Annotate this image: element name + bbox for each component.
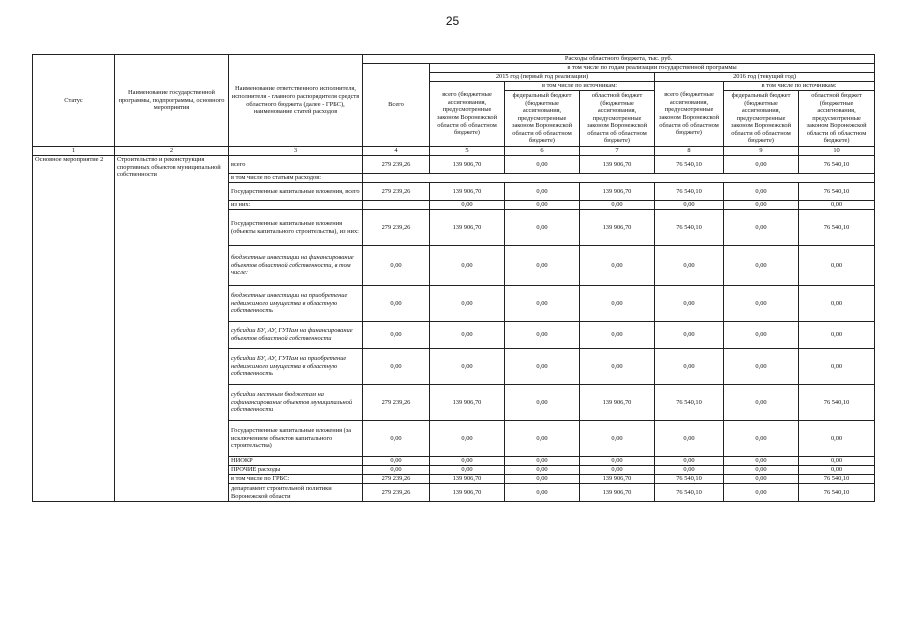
value-cell: 0,00 <box>430 421 505 457</box>
value-cell: 0,00 <box>580 322 655 349</box>
value-cell: 0,00 <box>580 286 655 322</box>
header-program-name: Наименование государственной программы, подпрограммы, основного мероприятия <box>115 55 229 147</box>
value-cell: 0,00 <box>799 349 875 385</box>
value-cell: 139 906,70 <box>430 183 505 201</box>
value-cell: 0,00 <box>655 466 724 475</box>
header-expenses-title: Расходы областного бюджета, тыс. руб. <box>363 55 875 64</box>
col-number: 5 <box>430 147 505 156</box>
value-cell: 139 906,70 <box>430 484 505 502</box>
value-cell: 76 540,10 <box>799 475 875 484</box>
value-cell: 139 906,70 <box>580 156 655 174</box>
value-cell: 0,00 <box>430 322 505 349</box>
value-cell: 76 540,10 <box>655 484 724 502</box>
value-cell: 139 906,70 <box>580 183 655 201</box>
value-cell: 0,00 <box>724 475 799 484</box>
col-number: 9 <box>724 147 799 156</box>
header-total: Всего <box>363 64 430 147</box>
value-cell: 0,00 <box>505 475 580 484</box>
value-cell: 0,00 <box>505 484 580 502</box>
budget-table-body <box>33 156 875 502</box>
value-cell: 279 239,26 <box>363 484 430 502</box>
value-cell: 139 906,70 <box>580 484 655 502</box>
value-cell: 0,00 <box>505 246 580 286</box>
value-cell: 0,00 <box>724 421 799 457</box>
value-cell: 0,00 <box>505 322 580 349</box>
value-cell: 0,00 <box>655 322 724 349</box>
value-cell: 0,00 <box>505 421 580 457</box>
value-cell: 0,00 <box>363 246 430 286</box>
row-label: Государственные капитальные вложения (объекты капитального строительства), из них: <box>229 210 363 246</box>
value-cell: 139 906,70 <box>430 475 505 484</box>
value-cell: 0,00 <box>580 466 655 475</box>
value-cell: 0,00 <box>724 183 799 201</box>
event-name-cell: Строительство и реконструкция спортивных объектов муниципальной собственности <box>115 156 229 502</box>
value-cell: 0,00 <box>580 421 655 457</box>
value-cell: 0,00 <box>430 246 505 286</box>
value-cell: 0,00 <box>430 466 505 475</box>
budget-table <box>32 54 875 502</box>
col-number: 7 <box>580 147 655 156</box>
header-col-federal-2015: федеральный бюджет (бюджетные ассигнования, предусмотренные законом Воронежской области об областном бюджете) <box>505 91 580 147</box>
value-cell: 76 540,10 <box>799 156 875 174</box>
value-cell: 139 906,70 <box>430 156 505 174</box>
status-cell: Основное мероприятие 2 <box>33 156 115 502</box>
value-cell: 0,00 <box>724 246 799 286</box>
value-cell: 0,00 <box>430 349 505 385</box>
header-status: Статус <box>33 55 115 147</box>
value-cell: 279 239,26 <box>363 475 430 484</box>
value-cell: 139 906,70 <box>430 210 505 246</box>
value-cell: 0,00 <box>655 201 724 210</box>
col-number: 4 <box>363 147 430 156</box>
header-col-total-2016: всего (бюджетные ассигнования, предусмотренные законом Воронежской области об областном бюджете) <box>655 82 724 147</box>
row-label: из них: <box>229 201 363 210</box>
value-cell: 0,00 <box>655 349 724 385</box>
value-cell: 76 540,10 <box>655 183 724 201</box>
row-label: в том числе по ГРБС: <box>229 475 363 484</box>
header-col-regional-2016: областной бюджет (бюджетные ассигнования, предусмотренные законом Воронежской области об областном бюджете) <box>799 91 875 147</box>
row-label: в том числе по статьям расходов: <box>229 174 363 183</box>
page-number: 25 <box>445 14 460 28</box>
row-label: Государственные капитальные вложения, всего <box>229 183 363 201</box>
value-cell: 0,00 <box>505 466 580 475</box>
value-cell: 279 239,26 <box>363 183 430 201</box>
col-number: 8 <box>655 147 724 156</box>
value-cell: 0,00 <box>580 457 655 466</box>
value-cell: 0,00 <box>430 457 505 466</box>
value-cell: 0,00 <box>799 421 875 457</box>
value-cell: 0,00 <box>724 457 799 466</box>
row-label: бюджетные инвестиции на финансирование объектов областной собственности, в том числе: <box>229 246 363 286</box>
value-cell: 0,00 <box>724 484 799 502</box>
value-cell: 0,00 <box>724 201 799 210</box>
value-cell: 0,00 <box>363 466 430 475</box>
col-number: 10 <box>799 147 875 156</box>
value-cell: 0,00 <box>505 156 580 174</box>
value-cell: 0,00 <box>505 210 580 246</box>
header-col-federal-2016: федеральный бюджет (бюджетные ассигнования, предусмотренные законом Воронежской области об областном бюджете) <box>724 91 799 147</box>
value-cell: 0,00 <box>724 156 799 174</box>
value-cell: 0,00 <box>505 286 580 322</box>
value-cell: 0,00 <box>799 457 875 466</box>
value-cell: 0,00 <box>799 201 875 210</box>
value-cell: 0,00 <box>363 349 430 385</box>
value-cell: 0,00 <box>363 322 430 349</box>
value-cell: 76 540,10 <box>655 475 724 484</box>
row-label: субсидии БУ, АУ, ГУПам на финансирование объектов областной собственности <box>229 322 363 349</box>
col-number: 3 <box>229 147 363 156</box>
value-cell: 0,00 <box>724 210 799 246</box>
row-label: всего <box>229 156 363 174</box>
row-label: субсидии местным бюджетам на софинансирование объектов муниципальной собственности <box>229 385 363 421</box>
value-cell: 0,00 <box>363 457 430 466</box>
value-cell: 0,00 <box>655 246 724 286</box>
value-cell: 0,00 <box>505 183 580 201</box>
value-cell: 0,00 <box>724 385 799 421</box>
value-cell: 76 540,10 <box>655 210 724 246</box>
value-cell: 0,00 <box>363 286 430 322</box>
value-cell: 0,00 <box>799 246 875 286</box>
value-cell: 76 540,10 <box>799 183 875 201</box>
row-label: департамент строительной политики Воронежской области <box>229 484 363 502</box>
value-cell: 0,00 <box>799 286 875 322</box>
value-cell: 139 906,70 <box>580 385 655 421</box>
header-by-sources-2015: в том числе по источникам: <box>505 82 655 91</box>
value-cell: 0,00 <box>505 201 580 210</box>
row-label: бюджетные инвестиции на приобретение недвижимого имущества в областную собственность <box>229 286 363 322</box>
value-cell: 0,00 <box>505 457 580 466</box>
value-cell: 0,00 <box>505 349 580 385</box>
column-numbers-row <box>33 147 875 156</box>
row-label: Государственные капитальные вложения (за исключением объектов капитального строительства) <box>229 421 363 457</box>
row-label: ПРОЧИЕ расходы <box>229 466 363 475</box>
value-cell: 0,00 <box>799 466 875 475</box>
value-cell: 76 540,10 <box>799 210 875 246</box>
value-cell: 0,00 <box>430 286 505 322</box>
col-number: 1 <box>33 147 115 156</box>
value-cell: 0,00 <box>580 246 655 286</box>
col-number: 6 <box>505 147 580 156</box>
value-cell: 0,00 <box>724 286 799 322</box>
header-by-sources-2016: в том числе по источникам: <box>724 82 875 91</box>
value-cell: 0,00 <box>430 201 505 210</box>
value-cell: 139 906,70 <box>580 475 655 484</box>
value-cell: 279 239,26 <box>363 156 430 174</box>
col-number: 2 <box>115 147 229 156</box>
value-cell: 0,00 <box>655 286 724 322</box>
value-cell: 76 540,10 <box>799 385 875 421</box>
value-cell: 139 906,70 <box>580 210 655 246</box>
value-cell: 76 540,10 <box>655 385 724 421</box>
value-cell: 0,00 <box>724 349 799 385</box>
header-year-2016: 2016 год (текущий год) <box>655 73 875 82</box>
value-cell: 0,00 <box>724 322 799 349</box>
row-label: субсидии БУ, АУ, ГУПам на приобретение недвижимого имущества в областную собственность <box>229 349 363 385</box>
value-cell: 0,00 <box>655 457 724 466</box>
header-year-2015: 2015 год (первый год реализации) <box>430 73 655 82</box>
value-cell: 0,00 <box>505 385 580 421</box>
value-cell: 279 239,26 <box>363 385 430 421</box>
value-cell: 0,00 <box>724 466 799 475</box>
row-label: НИОКР <box>229 457 363 466</box>
value-cell: 139 906,70 <box>430 385 505 421</box>
value-cell: 0,00 <box>363 421 430 457</box>
value-cell: 76 540,10 <box>799 484 875 502</box>
header-col-regional-2015: областной бюджет (бюджетные ассигнования, предусмотренные законом Воронежской области об областном бюджете) <box>580 91 655 147</box>
value-cell: 76 540,10 <box>655 156 724 174</box>
table-row <box>33 156 875 174</box>
header-by-years: в том числе по годам реализации государственной программы <box>430 64 875 73</box>
header-executor-name: Наименование ответственного исполнителя, исполнителя - главного распорядителя средств областного бюджета (далее - ГРБС), наименование статей расходов <box>229 55 363 147</box>
value-cell: 279 239,26 <box>363 210 430 246</box>
empty-cell <box>363 174 875 183</box>
value-cell: 0,00 <box>655 421 724 457</box>
header-col-total-2015: всего (бюджетные ассигнования, предусмотренные законом Воронежской области об областном бюджете) <box>430 82 505 147</box>
value-cell <box>363 201 430 210</box>
value-cell: 0,00 <box>580 349 655 385</box>
value-cell: 0,00 <box>799 322 875 349</box>
value-cell: 0,00 <box>580 201 655 210</box>
